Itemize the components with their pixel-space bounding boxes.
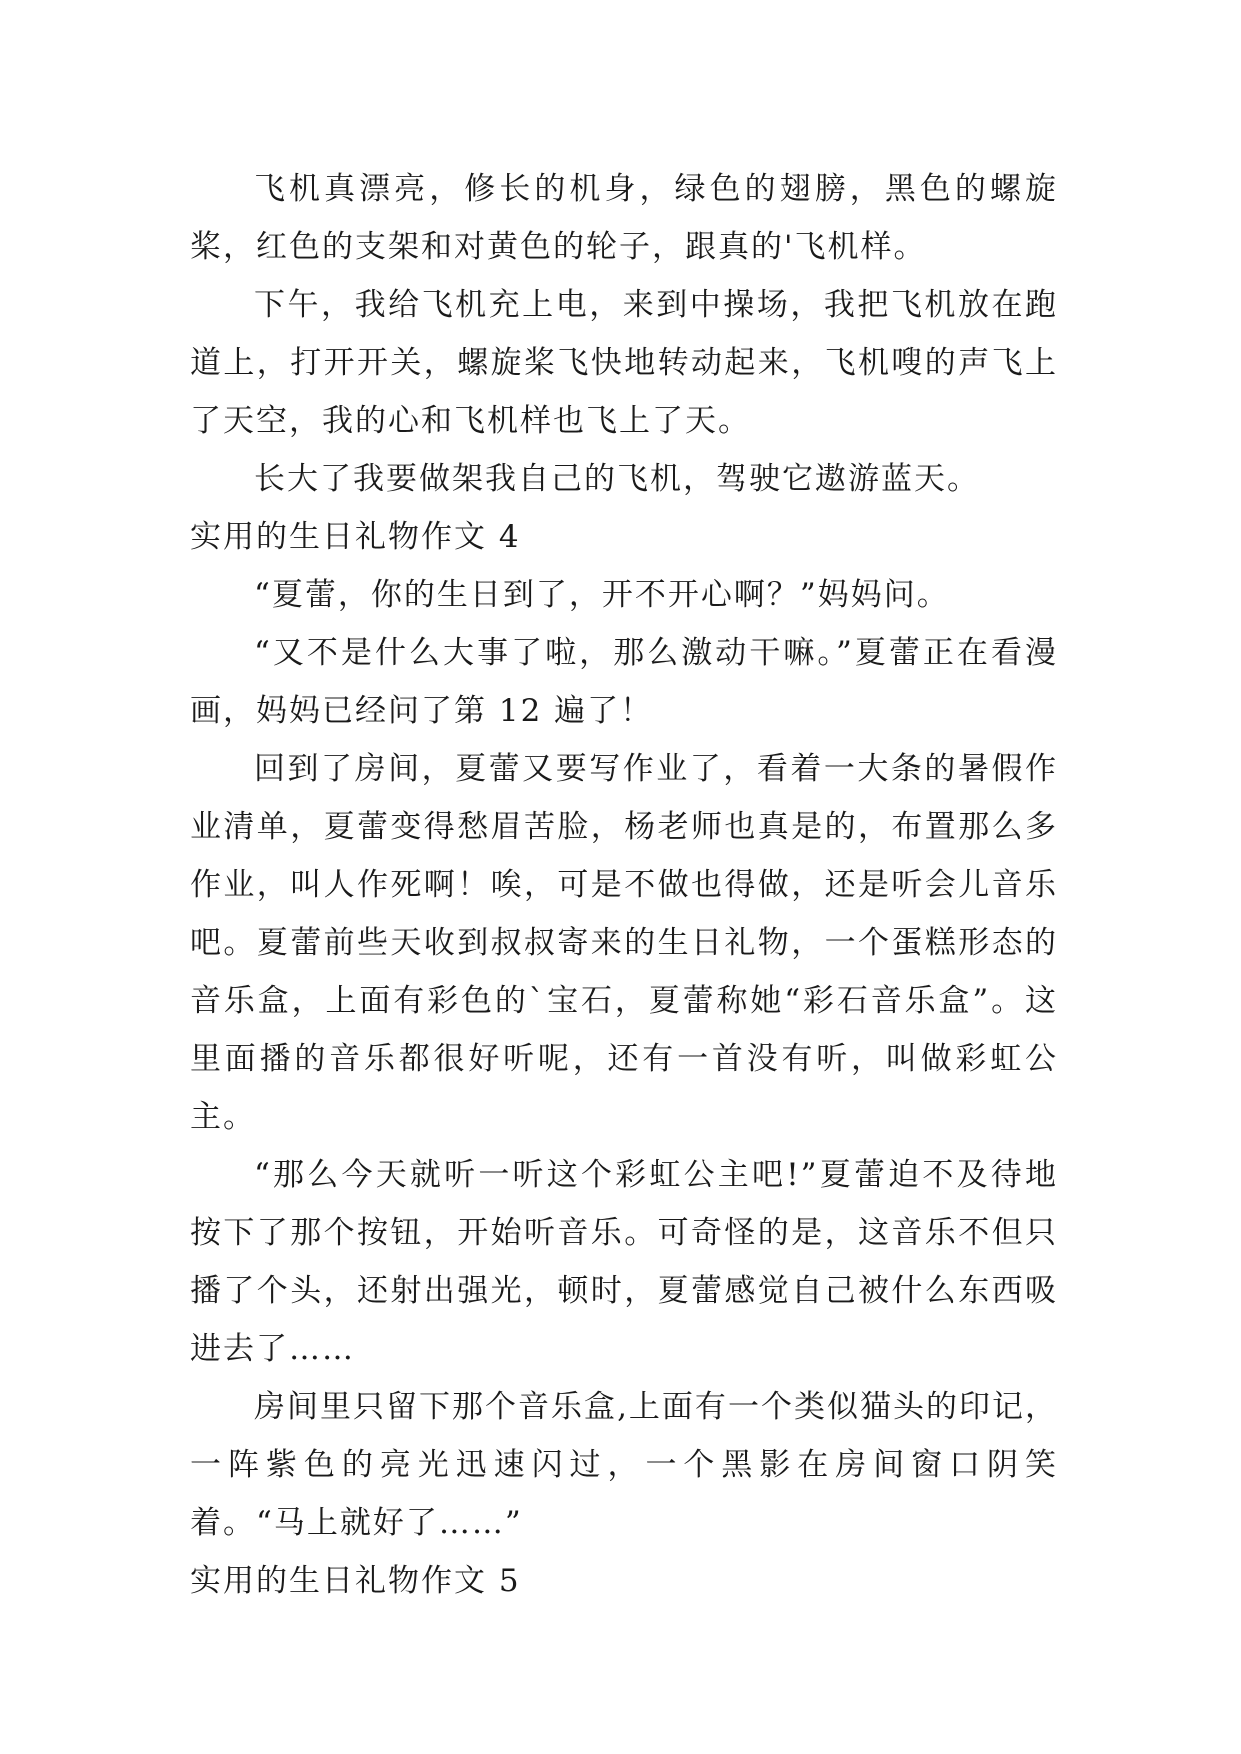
paragraph-homework-music-box: 回到了房间，夏蕾又要写作业了，看着一大条的暑假作业清单，夏蕾变得愁眉苦脸，杨老师也真是的，布置那么多作业，叫人作死啊！唉，可是不做也得做，还是听会儿音乐吧。夏蕾前些天收到叔叔寄来的生日礼物，一个蛋糕形态的音乐盒，上面有彩色的`宝石，夏蕾称她“彩石音乐盒”。这里面播的音乐都很好听呢，还有一首没有听，叫做彩虹公主。 (190, 751, 1058, 1135)
document-body (190, 160, 1058, 1610)
paragraph-dream: 长大了我要做架我自己的飞机，驾驶它遨游蓝天。 (254, 461, 980, 497)
paragraph-rainbow-princess: “那么今天就听一听这个彩虹公主吧!”夏蕾迫不及待地按下了那个按钮，开始听音乐。可奇怪的是，这音乐不但只播了个头，还射出强光，顿时，夏蕾感觉自己被什么东西吸进去了…… (190, 1157, 1058, 1367)
paragraph-mom-asks: “夏蕾，你的生日到了，开不开心啊？”妈妈问。 (254, 577, 950, 613)
paragraph-black-shadow: 房间里只留下那个音乐盒,上面有一个类似猫头的印记，一阵紫色的亮光迅速闪过，一个黑影在房间窗口阴笑着。“马上就好了……” (190, 1389, 1058, 1541)
section-heading-5: 实用的生日礼物作文 5 (190, 1563, 521, 1599)
paragraph-airplane-flight: 下午，我给飞机充上电，来到中操场，我把飞机放在跑道上，打开开关，螺旋桨飞快地转动起来，飞机嗖的声飞上了天空，我的心和飞机样也飞上了天。 (190, 287, 1058, 439)
paragraph-xialei-reply: “又不是什么大事了啦，那么激动干嘛。”夏蕾正在看漫画，妈妈已经问了第 12 遍了！ (190, 635, 1058, 729)
paragraph-airplane-description: 飞机真漂亮，修长的机身，绿色的翅膀，黑色的螺旋桨，红色的支架和对黄色的轮子，跟真的'飞机样。 (190, 171, 1058, 265)
section-heading-4: 实用的生日礼物作文 4 (190, 519, 521, 555)
